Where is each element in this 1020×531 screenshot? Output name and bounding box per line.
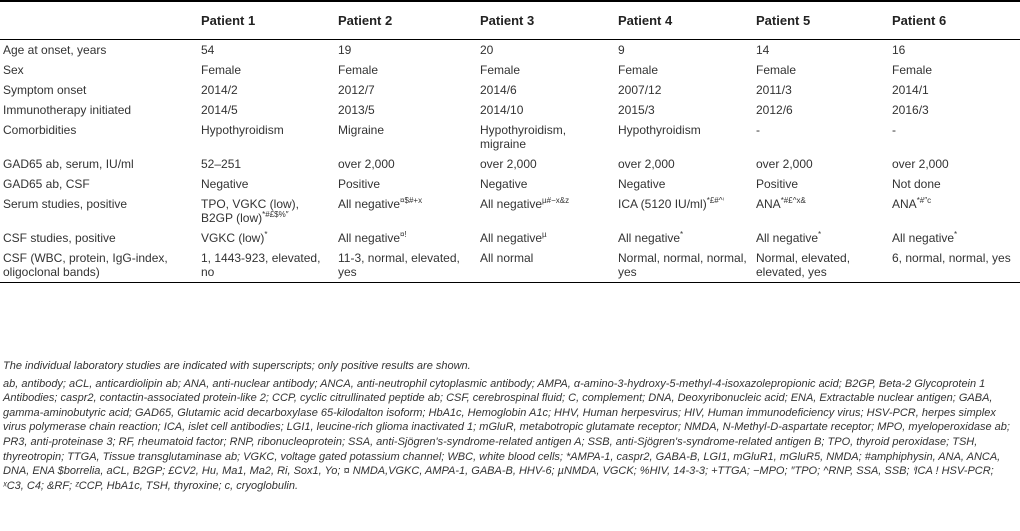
header-cell: Patient 3 [477,1,615,40]
table-cell [889,120,1020,154]
cell-value: 54 [201,43,215,57]
cell-value: - [892,123,896,137]
table-cell [615,154,753,174]
cell-value: Negative [618,177,666,191]
cell-value: 2011/3 [756,83,792,97]
table-cell [615,40,753,61]
table-cell [615,228,753,248]
table-cell [889,248,1020,283]
footnote-intro: The individual laboratory studies are indicated with superscripts; only positive results are shown. [3,360,471,372]
table-cell [198,120,335,154]
cell-value: All negative [338,197,401,211]
table-row [0,174,1020,194]
cell-value: Female [338,63,379,77]
cell-value: Negative [480,177,528,191]
cell-value: ANA [892,197,917,211]
cell-value: 2012/7 [338,83,375,97]
cell-value: 2014/2 [201,83,238,97]
cell-value: All normal [480,251,534,265]
table-cell [335,120,477,154]
cell-value: 11-3, normal, elevated, yes [338,251,460,279]
footnote-abbreviations: ab, antibody; aCL, anticardiolipin ab; ANA, anti-nuclear antibody; ANCA, anti-neutrophil cytoplasmic antibody; AMPA, α-amino-3-hydroxy-5-methyl-4-isoxazolepropionic acid; B2GP, Beta-2 Glycoprotein 1 Antibodies; caspr2, contactin-associated protein-like 2; CCP, cyclic citrullinated peptide ab; CSF, cerebrospinal fluid; C, complement; DNA, Deoxyribonucleic acid; ENA, Extractable nuclear antigen; GABA, gamma-aminobutyric acid; GAD65, Glutamic acid decarboxylase 65-kilodalton isoform; HbA1c, Hemoglobin A1c; HHV, Human herpesvirus; HIV, Human immunodeficiency virus; HSV-PCR, herpes simplex virus polymerase chain reaction; ICA, islet cell antibodies; LGI1, leucine-rich glioma inactivated 1; mGluR, metabotropic glutamate receptor; NMDA, N-Methyl-D-aspartate receptor; MPO, myeloperoxidase ab; PR3, anti-proteinase 3; RF, rheumatoid factor; RNP, ribonucleoprotein; SSA, anti-Sjögren's-syndrome-related antigen A; SSB, anti-Sjögren's-syndrome-related antigen B; TPO, thyroid peroxidase; TSH, thyreotropin; TTGA, Tissue transglutaminase ab; VGKC, voltage gated potassium channel; WBC, white blood cells; *AMPA-1, caspr2, GABA-B, LGI1, mGluR1, mGluR5, NMDA; #amphiphysin, ANA, ANCA, DNA, ENA $borrelia, aCL, B2GP; £CV2, Hu, Ma1, Ma2, Ri, Sox1, Yo; ¤ NMDA,VGKC, AMPA-1, GABA-B, HHV-6; µNMDA, VGCK; %HIV, 14-3-3; +TTGA; −MPO; ″TPO; ^RNP, SSA, SSB; ⁱICA ! HSV-PCR; ˣC3, C4; &RF; ᶻCCP, HbA1c, TSH, thyroxine; c, cryoglobulin. [3,377,1010,492]
cell-value: All negative [618,231,681,245]
cell-superscript: µ [542,230,547,239]
row-label: Serum studies, positive [3,197,128,211]
cell-value: Normal, elevated, elevated, yes [756,251,851,279]
cell-value: 2012/6 [756,103,793,117]
row-label: Sex [3,63,24,77]
cell-value: VGKC (low) [201,231,265,245]
table-cell [477,248,615,283]
table-body [0,40,1020,283]
table-cell [889,60,1020,80]
table-cell [198,100,335,120]
table-cell [335,100,477,120]
cell-superscript: *£#^ⁱ [706,196,724,205]
cell-value: All negative [480,197,543,211]
table-cell [198,228,335,248]
cell-value: over 2,000 [756,157,813,171]
cell-value: 2014/1 [892,83,929,97]
cell-value: Hypothyroidism [201,123,284,137]
table-cell [477,60,615,80]
table-cell [477,194,615,228]
header-cell: Patient 2 [335,1,477,40]
table-cell [753,60,889,80]
table-cell [615,174,753,194]
table-cell [889,228,1020,248]
cell-superscript: ¤$#+x [400,196,423,205]
cell-value: 2013/5 [338,103,375,117]
cell-value: Migraine [338,123,385,137]
table-cell [198,194,335,228]
table-cell [198,174,335,194]
table-cell [753,194,889,228]
table-cell [477,80,615,100]
table-row [0,194,1020,228]
cell-value: 2014/6 [480,83,517,97]
table-cell [615,194,753,228]
table-cell [889,80,1020,100]
table-cell [889,40,1020,61]
cell-superscript: *#£^x& [780,196,806,205]
table-cell [753,248,889,283]
table-cell [335,194,477,228]
row-label: Comorbidities [3,123,77,137]
table-cell [477,174,615,194]
cell-value: All negative [756,231,819,245]
row-label: CSF (WBC, protein, IgG-index, oligoclonal bands) [0,248,198,283]
table-row [0,154,1020,174]
cell-value: 2007/12 [618,83,662,97]
cell-superscript: * [954,230,958,239]
table-cell [753,154,889,174]
cell-value: Positive [338,177,381,191]
row-label: Symptom onset [3,83,87,97]
table-cell [889,100,1020,120]
table-cell [753,100,889,120]
cell-value: 2014/5 [201,103,238,117]
cell-superscript: *#″c [916,196,932,205]
cell-superscript: µ#−x&z [542,196,570,205]
table-cell [753,40,889,61]
cell-value: ANA [756,197,781,211]
table-cell [198,40,335,61]
table-cell [335,154,477,174]
cell-value: over 2,000 [892,157,949,171]
cell-superscript: * [264,230,268,239]
table-cell [335,174,477,194]
table-row [0,100,1020,120]
table-cell [615,120,753,154]
table-cell [477,40,615,61]
cell-value: 20 [480,43,494,57]
cell-value: Female [201,63,242,77]
table-cell [753,228,889,248]
cell-value: 14 [756,43,770,57]
header-cell: Patient 1 [198,1,335,40]
table-row [0,120,1020,154]
cell-value: Female [756,63,797,77]
cell-value: 9 [618,43,625,57]
cell-value: All negative [480,231,543,245]
cell-value: over 2,000 [480,157,537,171]
cell-value: 6, normal, normal, yes [892,251,1011,265]
table-cell [889,194,1020,228]
table-cell [615,248,753,283]
table-row [0,248,1020,283]
header-cell: Patient 4 [615,1,753,40]
cell-value: Female [892,63,933,77]
table-cell [477,228,615,248]
table-cell [477,120,615,154]
table-cell [198,248,335,283]
cell-value: ICA (5120 IU/ml) [618,197,707,211]
cell-value: Hypothyroidism [618,123,701,137]
table-cell [477,154,615,174]
table-cell [753,80,889,100]
cell-value: over 2,000 [618,157,675,171]
cell-value: - [756,123,760,137]
cell-value: Female [480,63,521,77]
cell-value: 2015/3 [618,103,655,117]
row-label: CSF studies, positive [3,231,116,245]
cell-value: All negative [338,231,401,245]
cell-value: All negative [892,231,955,245]
table-cell [477,100,615,120]
table-row [0,40,1020,61]
row-label: Age at onset, years [3,43,107,57]
table-cell [615,60,753,80]
cell-value: TPO, VGKC (low), B2GP (low) [201,197,300,225]
cell-value: 1, 1443-923, elevated, no [201,251,321,279]
cell-superscript: * [818,230,822,239]
row-label: GAD65 ab, CSF [3,177,90,191]
table-cell [198,60,335,80]
cell-value: Positive [756,177,799,191]
table-row [0,228,1020,248]
table-row [0,80,1020,100]
table-cell [335,80,477,100]
table-row [0,60,1020,80]
cell-value: 52–251 [201,157,242,171]
table-cell [615,80,753,100]
cell-value: Normal, normal, normal, yes [618,251,747,279]
table-cell [198,154,335,174]
cell-value: 19 [338,43,352,57]
table-cell [889,154,1020,174]
table-cell [335,248,477,283]
header-cell: Patient 6 [889,1,1020,40]
table-cell [753,120,889,154]
table-cell [615,100,753,120]
header-cell: Patient 5 [753,1,889,40]
cell-value: 2016/3 [892,103,929,117]
header-cell [0,1,198,40]
table-cell [335,40,477,61]
cell-superscript: * [680,230,684,239]
cell-value: Negative [201,177,249,191]
row-label: GAD65 ab, serum, IU/ml [3,157,134,171]
table-cell [753,174,889,194]
cell-value: 16 [892,43,906,57]
cell-value: Not done [892,177,941,191]
cell-value: over 2,000 [338,157,395,171]
cell-value: 2014/10 [480,103,524,117]
table-footnotes [3,359,1015,493]
table-cell [889,174,1020,194]
table-cell [198,80,335,100]
table-cell [335,60,477,80]
cell-superscript: ¤! [400,230,407,239]
row-label: Immunotherapy initiated [3,103,132,117]
header-row [0,1,1020,40]
cell-superscript: *#£$%″ [262,210,289,219]
cell-value: Hypothyroidism, migraine [480,123,567,151]
cell-value: Female [618,63,659,77]
table-cell [335,228,477,248]
